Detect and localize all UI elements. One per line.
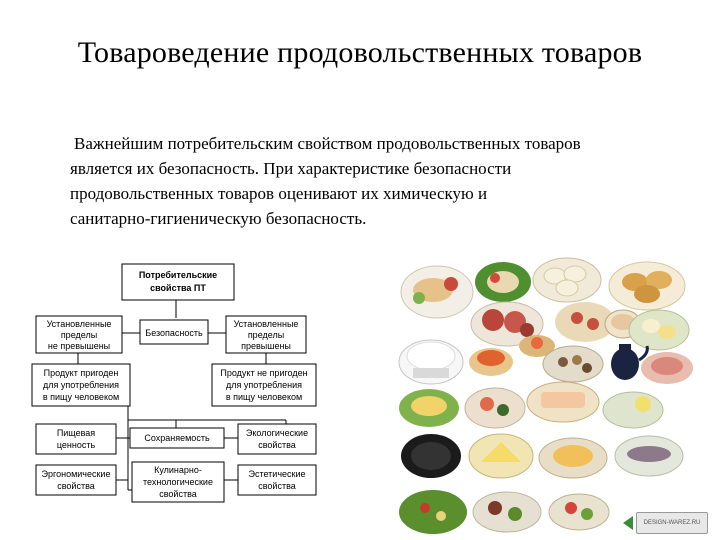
watermark-text: DESIGN-WAREZ.RU bbox=[643, 520, 701, 526]
egg-salad-icon bbox=[399, 389, 459, 427]
connector bbox=[128, 406, 286, 420]
box-line: превышены bbox=[241, 341, 291, 351]
box-line: свойства bbox=[258, 440, 296, 450]
vegetables-plate-icon bbox=[549, 494, 609, 530]
box-line: свойства bbox=[57, 481, 95, 491]
caviar-toast-icon bbox=[469, 348, 513, 376]
box-line: Продукт пригоден bbox=[43, 368, 119, 378]
paragraph-line: является их безопасность. При характеристике безопасности bbox=[70, 159, 512, 178]
box-line: ценность bbox=[56, 440, 96, 450]
green-salad-icon bbox=[399, 490, 467, 534]
appetizer-plate-icon bbox=[473, 492, 541, 532]
fish-plate-icon bbox=[615, 436, 683, 476]
box-line: в пищу человеком bbox=[225, 392, 303, 402]
arrow-icon bbox=[623, 516, 633, 530]
mixed-platter-icon bbox=[543, 346, 603, 382]
box-line: Кулинарно- bbox=[154, 465, 202, 475]
food-collage-image bbox=[395, 250, 695, 540]
omelette-plate-icon bbox=[539, 438, 607, 478]
paragraph-line: санитарно-гигиеническую безопасность. bbox=[70, 209, 367, 228]
seafood-plate-icon bbox=[465, 388, 525, 428]
box-line: Сохраняемость bbox=[144, 433, 210, 443]
box-line: свойства ПТ bbox=[150, 283, 206, 293]
box-line: свойства bbox=[159, 489, 197, 499]
box-line: Пищевая bbox=[56, 428, 96, 438]
teapot-icon bbox=[611, 344, 647, 380]
dumplings-plate-icon bbox=[533, 258, 601, 302]
box-line: Установленные bbox=[233, 319, 299, 329]
box-line: пределы bbox=[247, 330, 285, 340]
safety-flow-diagram bbox=[30, 258, 320, 513]
ham-plate-icon bbox=[641, 352, 693, 384]
box-line: пределы bbox=[60, 330, 98, 340]
box-line: не превышены bbox=[47, 341, 111, 351]
paragraph-line: продовольственных товаров оценивают их химическую и bbox=[70, 184, 488, 203]
box-line: Потребительские bbox=[138, 270, 218, 280]
rice-bowl-icon bbox=[399, 340, 463, 384]
box-line: для употребления bbox=[226, 380, 302, 390]
caviar-bowl-icon bbox=[401, 434, 461, 478]
box-line: Продукт не пригоден bbox=[220, 368, 308, 378]
salad-plate-icon bbox=[401, 266, 473, 318]
box-line: Эстетические bbox=[248, 469, 306, 479]
slide-paragraph bbox=[70, 131, 680, 231]
pastry-plate-icon bbox=[609, 262, 685, 310]
box-line: Установленные bbox=[46, 319, 112, 329]
paragraph-line: Важнейшим потребительским свойством продовольственных товаров bbox=[74, 134, 581, 153]
slide-title: Товароведение продовольственных товаров bbox=[77, 36, 643, 69]
box-line: технологические bbox=[143, 477, 213, 487]
box-line: для употребления bbox=[43, 380, 119, 390]
box-line: в пищу человеком bbox=[42, 392, 120, 402]
eggs-plate-icon bbox=[629, 310, 689, 350]
box-line: Экологические bbox=[245, 428, 309, 438]
box-line: свойства bbox=[258, 481, 296, 491]
box-line: Безопасность bbox=[145, 328, 203, 338]
bread-slices-icon bbox=[527, 382, 599, 422]
lemon-plate-icon bbox=[603, 392, 663, 428]
box-line: Эргономические bbox=[41, 469, 111, 479]
cheese-plate-icon bbox=[469, 434, 533, 478]
watermark-badge bbox=[636, 512, 708, 534]
herb-plate-icon bbox=[475, 262, 531, 302]
